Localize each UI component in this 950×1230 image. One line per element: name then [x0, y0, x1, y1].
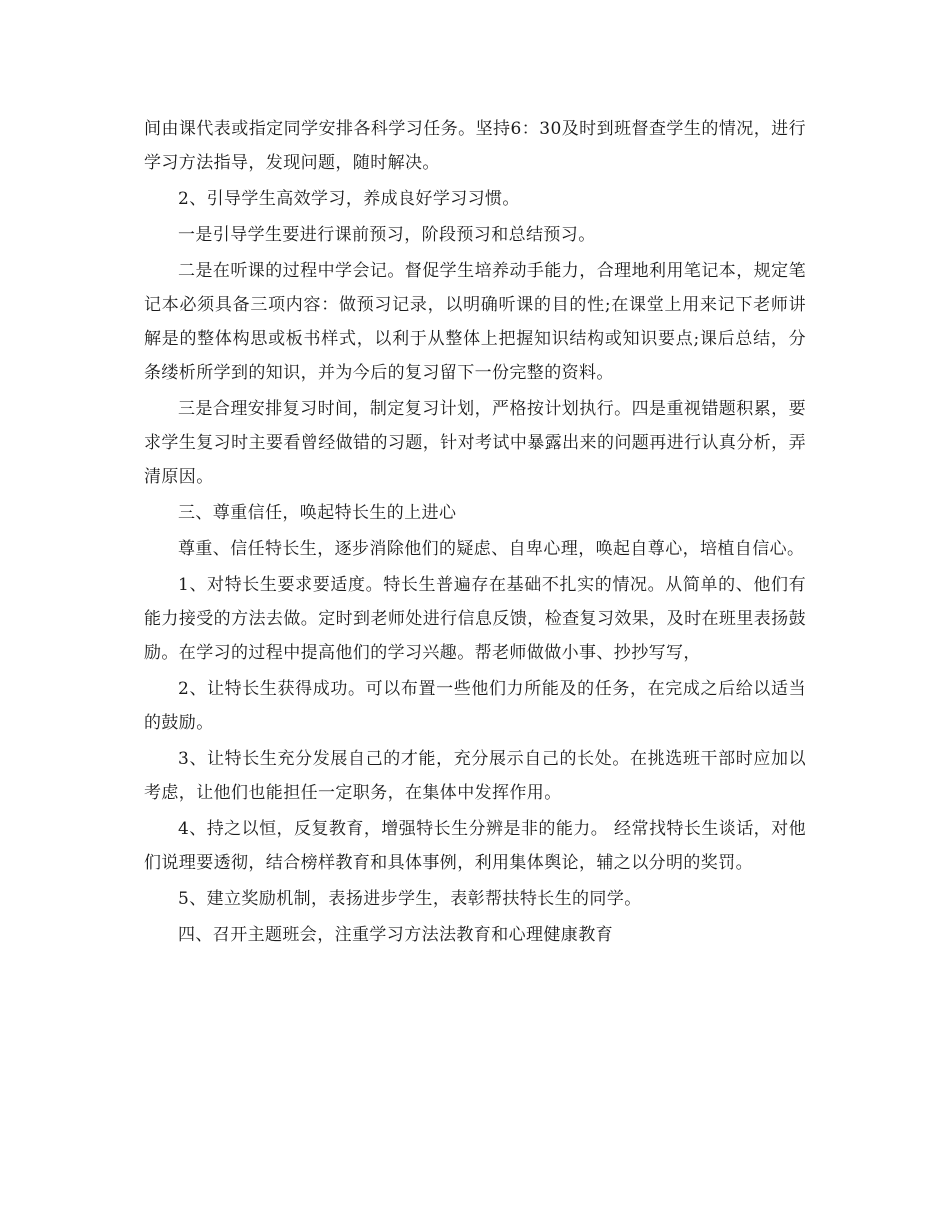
paragraph-item-1: 1、对特长生要求要适度。特长生普遍存在基础不扎实的情况。从简单的、他们有能力接受的方法去做。定时到老师处进行信息反馈，检查复习效果，及时在班里表扬鼓励。在学习的过程中提高他们的学习兴趣。帮老师做做小事、抄抄写写，: [144, 575, 806, 663]
section-heading-4: 四、召开主题班会，注重学习方法法教育和心理健康教育: [178, 925, 613, 945]
paragraph-notes: 二是在听课的过程中学会记。督促学生培养动手能力，合理地利用笔记本，规定笔记本必须具备三项内容：做预习记录，以明确听课的目的性;在课堂上用来记下老师讲解是的整体构思或板书样式，以利于从整体上把握知识结构或知识要点;课后总结，分条缕析所学到的知识，并为今后的复习留下一份完整的资料。: [144, 261, 806, 383]
section-heading-3: 三、尊重信任，唤起特长生的上进心: [178, 503, 457, 523]
paragraph-item-4: 4、持之以恒，反复教育，增强特长生分辨是非的能力。 经常找特长生谈话，对他们说理要透彻，结合榜样教育和具体事例，利用集体舆论，辅之以分明的奖罚。: [144, 819, 806, 873]
paragraph-review: 三是合理安排复习时间，制定复习计划，严格按计划执行。四是重视错题积累，要求学生复习时主要看曾经做错的习题，针对考试中暴露出来的问题再进行认真分析，弄清原因。: [144, 399, 806, 487]
paragraph-respect: 尊重、信任特长生，逐步消除他们的疑虑、自卑心理，唤起自尊心，培植自信心。: [178, 539, 805, 559]
paragraph-item-5: 5、建立奖励机制，表扬进步学生，表彰帮扶特长生的同学。: [178, 889, 642, 909]
paragraph-item-3: 3、让特长生充分发展自己的才能，充分展示自己的长处。在挑选班干部时应加以考虑，让他们也能担任一定职务，在集体中发挥作用。: [144, 749, 806, 803]
paragraph-preview: 一是引导学生要进行课前预习，阶段预习和总结预习。: [178, 225, 596, 245]
document-body: [144, 112, 806, 954]
paragraph-point-2: 2、引导学生高效学习，养成良好学习习惯。: [178, 189, 520, 209]
paragraph-continuation: 间由课代表或指定同学安排各科学习任务。坚持6：30及时到班督查学生的情况，进行学习方法指导，发现问题，随时解决。: [144, 119, 806, 173]
paragraph-item-2: 2、让特长生获得成功。可以布置一些他们力所能及的任务，在完成之后给以适当的鼓励。: [144, 679, 806, 733]
